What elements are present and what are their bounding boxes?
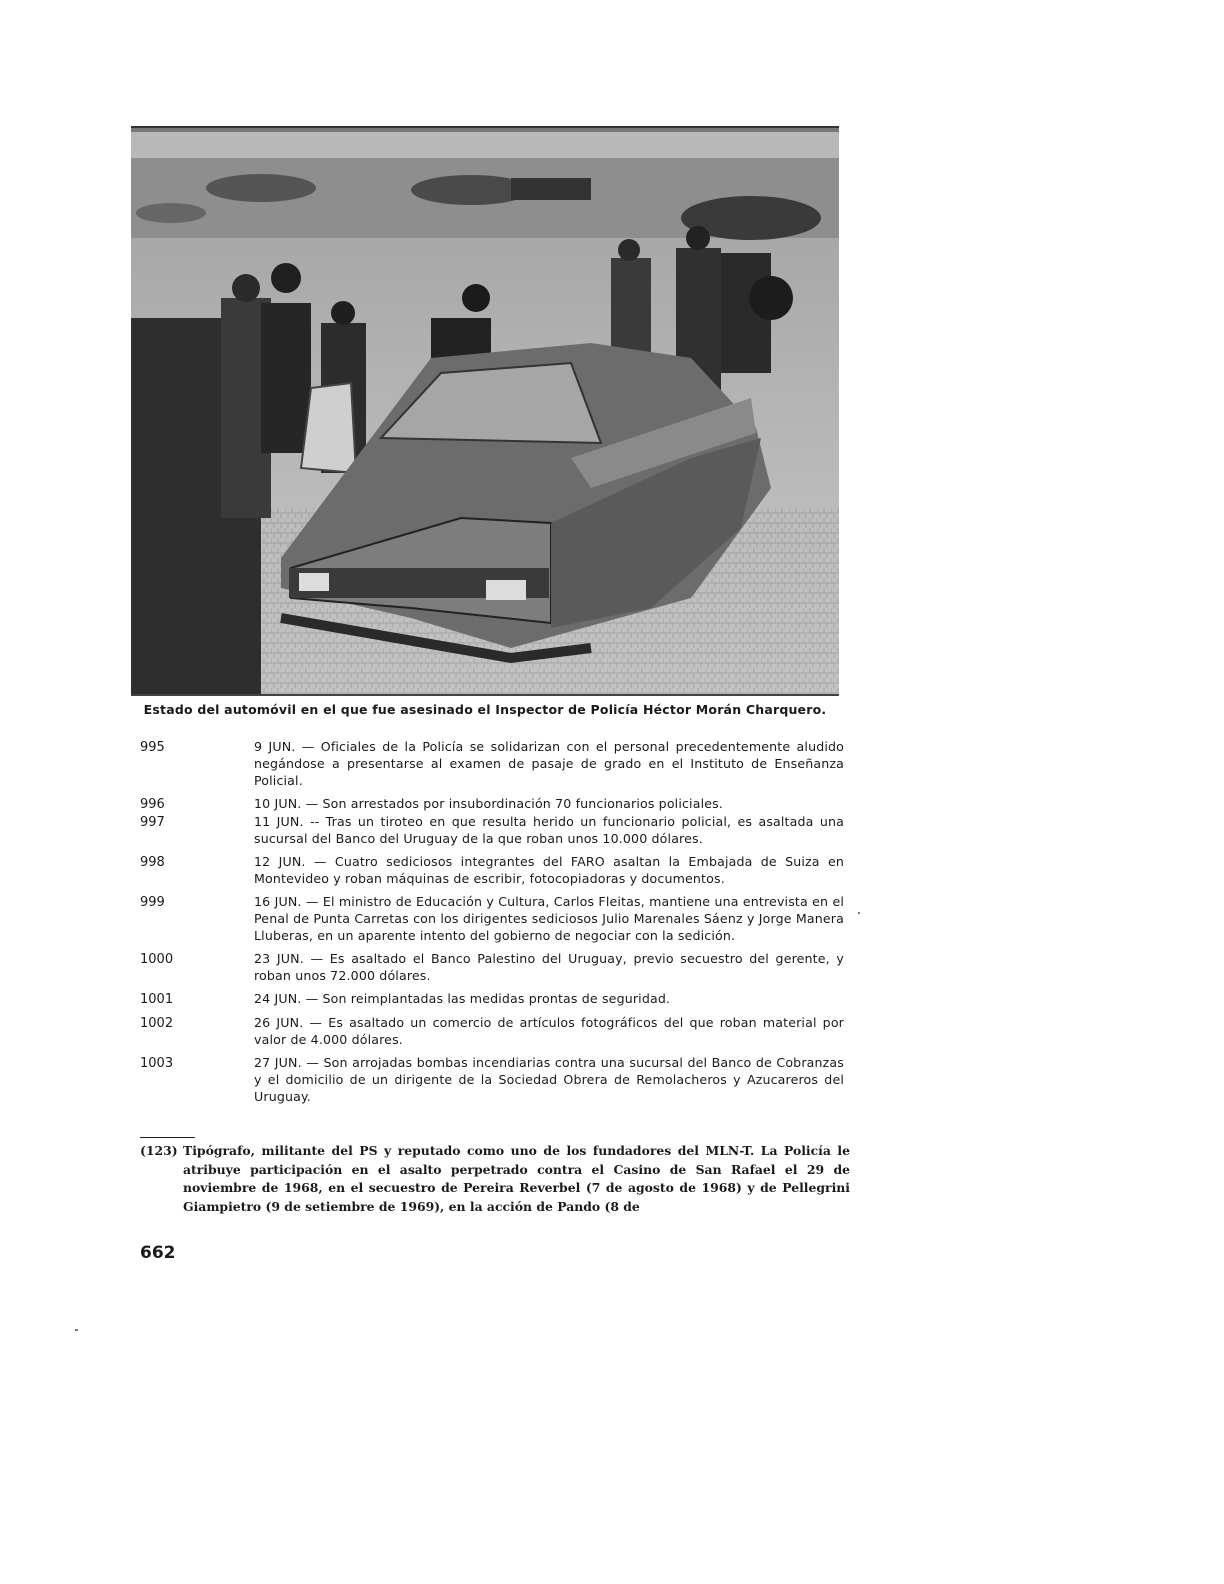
footnote <box>140 1142 850 1216</box>
entry-text: 24 JUN. — Son reimplantadas las medidas prontas de seguridad. <box>254 991 671 1006</box>
page-number: 662 <box>140 1243 176 1263</box>
chronology-entry <box>140 950 850 984</box>
entry-text: 23 JUN. — Es asaltado el Banco Palestino del Uruguay, previo secuestro del gerente, y roban unos 72.000 dólares. <box>254 951 844 983</box>
chronology-entry <box>140 813 850 847</box>
footnote-divider <box>140 1137 195 1138</box>
entry-number: 998 <box>140 855 165 870</box>
entry-number: 997 <box>140 815 165 830</box>
photo-caption: Estado del automóvil en el que fue asesinado el Inspector de Policía Héctor Morán Charquero. <box>143 702 827 717</box>
entry-number: 1000 <box>140 952 174 967</box>
entry-number: 1001 <box>140 992 174 1007</box>
chronology-entry <box>140 990 850 1008</box>
chronology-entry <box>140 795 850 813</box>
entry-number: 1003 <box>140 1056 174 1071</box>
entry-text: 27 JUN. — Son arrojadas bombas incendiarias contra una sucursal del Banco de Cobranzas y el domicilio de un dirigente de la Sociedad Obrera de Remolacheros y Azucareros del Uruguay. <box>254 1055 844 1104</box>
chronology-entry <box>140 738 850 789</box>
entry-text: 10 JUN. — Son arrestados por insubordinación 70 funcionarios policiales. <box>254 796 723 811</box>
chronology-entry <box>140 893 850 944</box>
footnote-number: (123) <box>140 1143 178 1158</box>
scan-speck <box>858 912 860 914</box>
entry-number: 999 <box>140 895 165 910</box>
entry-text: 26 JUN. — Es asaltado un comercio de artículos fotográficos del que roban material por valor de 4.000 dólares. <box>254 1015 844 1047</box>
chronology-entry <box>140 1014 850 1048</box>
entry-number: 1002 <box>140 1016 174 1031</box>
car-photograph <box>131 126 839 696</box>
chronology-entry <box>140 853 850 887</box>
entry-number: 996 <box>140 797 165 812</box>
entry-text: 9 JUN. — Oficiales de la Policía se solidarizan con el personal precedentemente aludido negándose a presentarse al examen de pasaje de grado en el Instituto de Enseñanza Policial. <box>254 739 844 788</box>
chronology-list <box>140 738 850 1111</box>
entry-text: 16 JUN. — El ministro de Educación y Cultura, Carlos Fleitas, mantiene una entrevista en el Penal de Punta Carretas con los dirigentes sediciosos Julio Marenales Sáenz y Jorge Manera Lluberas, en un aparente intento del gobierno de negociar con la sedición. <box>254 894 844 943</box>
footnote-text: Tipógrafo, militante del PS y reputado como uno de los fundadores del MLN-T. La Policía le atribuye participación en el asalto perpetrado contra el Casino de San Rafael el 29 de noviembre de 1968, en el secuestro de Pereira Reverbel (7 de agosto de 1968) y de Pellegrini Giampietro (9 de setiembre de 1969), en la acción de Pando (8 de <box>183 1143 850 1214</box>
scan-speck <box>75 1329 78 1331</box>
entry-text: 11 JUN. -- Tras un tiroteo en que resulta herido un funcionario policial, es asaltada una sucursal del Banco del Uruguay de la que roban unos 10.000 dólares. <box>254 814 844 846</box>
chronology-entry <box>140 1054 850 1105</box>
entry-text: 12 JUN. — Cuatro sediciosos integrantes del FARO asaltan la Embajada de Suiza en Montevideo y roban máquinas de escribir, fotocopiadoras y documentos. <box>254 854 844 886</box>
entry-number: 995 <box>140 740 165 755</box>
